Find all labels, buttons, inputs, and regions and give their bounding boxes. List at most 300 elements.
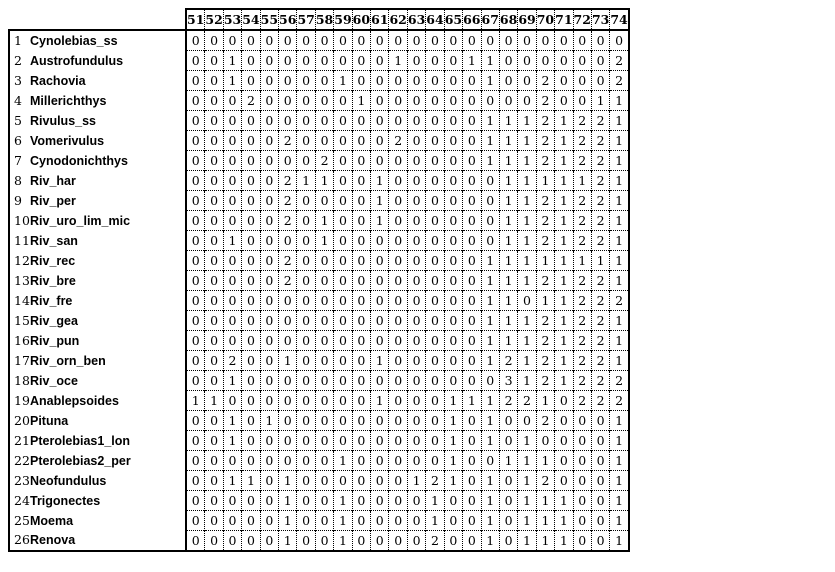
state-cell: 0 [242,131,260,151]
state-cell: 2 [242,91,260,111]
state-cell: 1 [444,451,462,471]
state-cell: 0 [242,231,260,251]
state-cell: 0 [186,411,205,431]
state-cell: 1 [610,491,629,511]
state-cell: 0 [407,231,425,251]
taxon-number: 20 [14,412,30,428]
state-cell: 0 [297,331,315,351]
state-cell: 0 [555,71,573,91]
taxon-row [9,331,629,351]
state-cell: 0 [463,251,481,271]
state-cell: 0 [260,51,278,71]
taxon-row [9,91,629,111]
state-cell: 0 [334,51,352,71]
state-cell: 0 [352,111,370,131]
state-cell: 0 [591,30,609,51]
state-cell: 2 [536,211,554,231]
state-cell: 0 [334,271,352,291]
state-cell: 0 [352,471,370,491]
state-cell: 0 [463,431,481,451]
taxon-name: Rivulus_ss [30,113,97,128]
taxon-label [9,411,186,431]
state-cell: 0 [499,91,517,111]
taxon-row [9,391,629,411]
state-cell: 0 [463,30,481,51]
taxon-name: Anablepsoides [30,393,119,408]
state-cell: 0 [260,211,278,231]
taxon-label [9,251,186,271]
state-cell: 0 [371,531,389,552]
state-cell: 0 [334,251,352,271]
state-cell: 2 [591,311,609,331]
state-cell: 0 [205,311,223,331]
state-cell: 1 [481,431,499,451]
state-cell: 0 [463,471,481,491]
state-cell: 0 [260,131,278,151]
column-header: 52 [205,9,223,30]
state-cell: 0 [407,191,425,211]
state-cell: 0 [352,30,370,51]
state-cell: 0 [481,91,499,111]
taxon-label [9,131,186,151]
state-cell: 0 [444,531,462,552]
state-cell: 1 [279,471,297,491]
state-cell: 2 [536,91,554,111]
state-cell: 2 [591,171,609,191]
state-cell: 0 [352,351,370,371]
state-cell: 1 [536,391,554,411]
state-cell: 0 [591,511,609,531]
state-cell: 2 [573,231,591,251]
state-cell: 0 [260,251,278,271]
state-cell: 1 [555,231,573,251]
state-cell: 0 [186,471,205,491]
state-cell: 0 [334,171,352,191]
state-cell: 0 [389,251,407,271]
state-cell: 0 [297,30,315,51]
state-cell: 0 [205,471,223,491]
state-cell: 0 [260,171,278,191]
state-cell: 0 [297,251,315,271]
state-cell: 0 [260,511,278,531]
state-cell: 1 [260,411,278,431]
state-cell: 0 [242,431,260,451]
state-cell: 2 [499,351,517,371]
state-cell: 1 [536,171,554,191]
state-cell: 0 [279,291,297,311]
state-cell: 0 [573,51,591,71]
state-cell: 0 [518,51,536,71]
state-cell: 0 [205,451,223,471]
state-cell: 0 [205,30,223,51]
state-cell: 0 [334,351,352,371]
state-cell: 0 [407,171,425,191]
state-cell: 0 [389,111,407,131]
state-cell: 0 [186,511,205,531]
state-cell: 0 [407,30,425,51]
state-cell: 0 [444,271,462,291]
state-cell: 0 [315,30,333,51]
state-cell: 0 [297,391,315,411]
state-cell: 0 [260,271,278,291]
state-cell: 2 [573,291,591,311]
state-cell: 1 [481,331,499,351]
state-cell: 1 [518,311,536,331]
taxon-label [9,91,186,111]
state-cell: 0 [371,331,389,351]
state-cell: 0 [186,51,205,71]
state-cell: 1 [499,171,517,191]
state-cell: 0 [297,371,315,391]
state-cell: 1 [481,51,499,71]
state-cell: 0 [481,171,499,191]
state-cell: 0 [205,211,223,231]
state-cell: 0 [371,131,389,151]
state-cell: 0 [297,131,315,151]
state-cell: 1 [389,51,407,71]
taxon-number: 14 [14,292,30,308]
state-cell: 0 [352,131,370,151]
state-cell: 0 [223,30,241,51]
state-cell: 0 [407,91,425,111]
state-cell: 1 [481,391,499,411]
state-cell: 0 [223,251,241,271]
state-cell: 0 [426,211,444,231]
state-cell: 1 [610,311,629,331]
state-cell: 0 [407,371,425,391]
state-cell: 0 [186,171,205,191]
taxon-row [9,311,629,331]
state-cell: 1 [481,471,499,491]
taxon-row [9,471,629,491]
state-cell: 0 [463,171,481,191]
state-cell: 1 [518,131,536,151]
state-cell: 0 [371,51,389,71]
taxon-number: 15 [14,312,30,328]
state-cell: 1 [555,531,573,552]
taxon-number: 16 [14,332,30,348]
taxon-label [9,211,186,231]
state-cell: 0 [371,511,389,531]
state-cell: 0 [334,131,352,151]
state-cell: 0 [518,91,536,111]
state-cell: 0 [426,191,444,211]
state-cell: 0 [279,231,297,251]
state-cell: 0 [371,271,389,291]
character-matrix [8,8,630,552]
state-cell: 0 [242,271,260,291]
state-cell: 1 [499,451,517,471]
state-cell: 0 [352,431,370,451]
state-cell: 0 [315,491,333,511]
state-cell: 0 [260,491,278,511]
state-cell: 0 [242,351,260,371]
taxon-number: 6 [14,132,22,148]
state-cell: 0 [279,331,297,351]
state-cell: 0 [371,471,389,491]
state-cell: 0 [463,411,481,431]
state-cell: 0 [260,311,278,331]
state-cell: 0 [371,411,389,431]
column-header: 72 [573,9,591,30]
taxon-row [9,271,629,291]
state-cell: 1 [463,51,481,71]
state-cell: 2 [573,191,591,211]
state-cell: 1 [279,491,297,511]
column-header: 51 [186,9,205,30]
taxon-number: 9 [14,192,22,208]
state-cell: 1 [481,71,499,91]
taxon-number: 1 [14,32,22,48]
state-cell: 0 [315,51,333,71]
state-cell: 0 [205,331,223,351]
state-cell: 0 [297,211,315,231]
state-cell: 0 [205,111,223,131]
state-cell: 0 [591,471,609,491]
state-cell: 2 [536,191,554,211]
taxon-row [9,71,629,91]
state-cell: 1 [610,511,629,531]
state-cell: 0 [426,91,444,111]
state-cell: 0 [389,431,407,451]
state-cell: 3 [499,371,517,391]
state-cell: 0 [536,431,554,451]
state-cell: 0 [223,151,241,171]
state-cell: 0 [297,311,315,331]
state-cell: 2 [591,351,609,371]
state-cell: 0 [186,91,205,111]
state-cell: 0 [205,511,223,531]
taxon-number: 24 [14,492,30,508]
state-cell: 0 [334,151,352,171]
state-cell: 1 [555,151,573,171]
state-cell: 0 [205,71,223,91]
state-cell: 2 [536,311,554,331]
state-cell: 0 [223,271,241,291]
column-header: 57 [297,9,315,30]
state-cell: 0 [352,191,370,211]
taxon-number: 8 [14,172,22,188]
state-cell: 1 [499,111,517,131]
state-cell: 0 [315,91,333,111]
state-cell: 1 [481,291,499,311]
state-cell: 2 [573,391,591,411]
state-cell: 0 [444,211,462,231]
state-cell: 1 [481,111,499,131]
state-cell: 0 [205,531,223,552]
state-cell: 0 [555,471,573,491]
state-cell: 0 [444,511,462,531]
state-cell: 0 [555,431,573,451]
taxon-name: Riv_fre [30,293,73,308]
state-cell: 0 [444,71,462,91]
taxon-label [9,391,186,411]
state-cell: 0 [205,351,223,371]
state-cell: 0 [186,311,205,331]
state-cell: 0 [315,71,333,91]
state-cell: 0 [334,331,352,351]
state-cell: 2 [610,71,629,91]
state-cell: 1 [352,91,370,111]
state-cell: 2 [315,151,333,171]
state-cell: 2 [536,71,554,91]
state-cell: 1 [610,211,629,231]
taxon-label [9,71,186,91]
state-cell: 0 [555,391,573,411]
state-cell: 0 [297,151,315,171]
state-cell: 0 [223,191,241,211]
state-cell: 0 [242,531,260,552]
state-cell: 0 [407,211,425,231]
state-cell: 2 [279,271,297,291]
state-cell: 0 [242,111,260,131]
taxon-label [9,331,186,351]
state-cell: 0 [389,30,407,51]
taxon-number: 21 [14,432,30,448]
state-cell: 0 [352,291,370,311]
state-cell: 0 [352,251,370,271]
state-cell: 2 [573,131,591,151]
state-cell: 0 [463,291,481,311]
state-cell: 0 [371,30,389,51]
state-cell: 1 [518,451,536,471]
state-cell: 1 [223,51,241,71]
state-cell: 2 [573,311,591,331]
state-cell: 0 [260,371,278,391]
state-cell: 0 [389,391,407,411]
state-cell: 0 [352,391,370,411]
state-cell: 0 [573,451,591,471]
state-cell: 1 [481,151,499,171]
column-header: 65 [444,9,462,30]
state-cell: 0 [518,291,536,311]
state-cell: 0 [463,211,481,231]
taxon-name: Riv_bre [30,273,76,288]
state-cell: 0 [426,331,444,351]
state-cell: 1 [536,511,554,531]
state-cell: 0 [205,411,223,431]
column-header: 69 [518,9,536,30]
state-cell: 1 [555,131,573,151]
state-cell: 0 [334,211,352,231]
state-cell: 0 [297,491,315,511]
state-cell: 0 [389,271,407,291]
state-cell: 0 [352,151,370,171]
state-cell: 0 [573,511,591,531]
state-cell: 0 [499,51,517,71]
taxon-name: Millerichthys [30,93,107,108]
state-cell: 0 [573,91,591,111]
state-cell: 0 [426,391,444,411]
state-cell: 0 [426,411,444,431]
state-cell: 0 [352,271,370,291]
state-cell: 1 [518,331,536,351]
state-cell: 0 [297,191,315,211]
state-cell: 1 [555,171,573,191]
state-cell: 0 [297,531,315,552]
state-cell: 0 [205,191,223,211]
state-cell: 2 [536,411,554,431]
state-cell: 0 [426,131,444,151]
state-cell: 0 [205,231,223,251]
state-cell: 1 [444,471,462,491]
state-cell: 0 [555,51,573,71]
column-header: 67 [481,9,499,30]
state-cell: 0 [260,71,278,91]
state-cell: 0 [242,331,260,351]
state-cell: 0 [463,451,481,471]
taxon-row [9,431,629,451]
column-header: 62 [389,9,407,30]
state-cell: 0 [444,491,462,511]
state-cell: 0 [186,531,205,552]
column-header: 58 [315,9,333,30]
state-cell: 0 [481,231,499,251]
state-cell: 1 [242,471,260,491]
state-cell: 2 [279,211,297,231]
state-cell: 2 [573,271,591,291]
state-cell: 1 [499,131,517,151]
state-cell: 0 [334,191,352,211]
state-cell: 0 [334,371,352,391]
state-cell: 0 [352,171,370,191]
state-cell: 0 [334,231,352,251]
state-cell: 0 [499,511,517,531]
state-cell: 1 [444,431,462,451]
state-cell: 1 [499,191,517,211]
state-cell: 1 [610,91,629,111]
state-cell: 0 [389,191,407,211]
state-cell: 0 [352,491,370,511]
state-cell: 0 [260,431,278,451]
state-cell: 0 [205,271,223,291]
state-cell: 0 [573,30,591,51]
taxon-label [9,271,186,291]
state-cell: 0 [591,431,609,451]
state-cell: 2 [591,111,609,131]
taxon-number: 5 [14,112,22,128]
state-cell: 0 [242,151,260,171]
state-cell: 1 [371,211,389,231]
state-cell: 0 [334,411,352,431]
state-cell: 0 [426,51,444,71]
state-cell: 0 [242,191,260,211]
state-cell: 0 [297,291,315,311]
state-cell: 1 [610,131,629,151]
state-cell: 0 [186,491,205,511]
state-cell: 1 [518,511,536,531]
state-cell: 0 [205,51,223,71]
state-cell: 0 [186,231,205,251]
state-cell: 0 [352,51,370,71]
state-cell: 0 [407,351,425,371]
state-cell: 1 [334,531,352,552]
state-cell: 0 [426,171,444,191]
state-cell: 0 [371,251,389,271]
state-cell: 1 [555,211,573,231]
matrix-body [9,30,629,551]
column-header: 54 [242,9,260,30]
state-cell: 0 [389,91,407,111]
state-cell: 0 [426,30,444,51]
state-cell: 0 [444,51,462,71]
taxon-number: 2 [14,52,22,68]
taxon-label [9,171,186,191]
column-header: 63 [407,9,425,30]
state-cell: 0 [315,271,333,291]
state-cell: 0 [518,411,536,431]
state-cell: 1 [444,411,462,431]
